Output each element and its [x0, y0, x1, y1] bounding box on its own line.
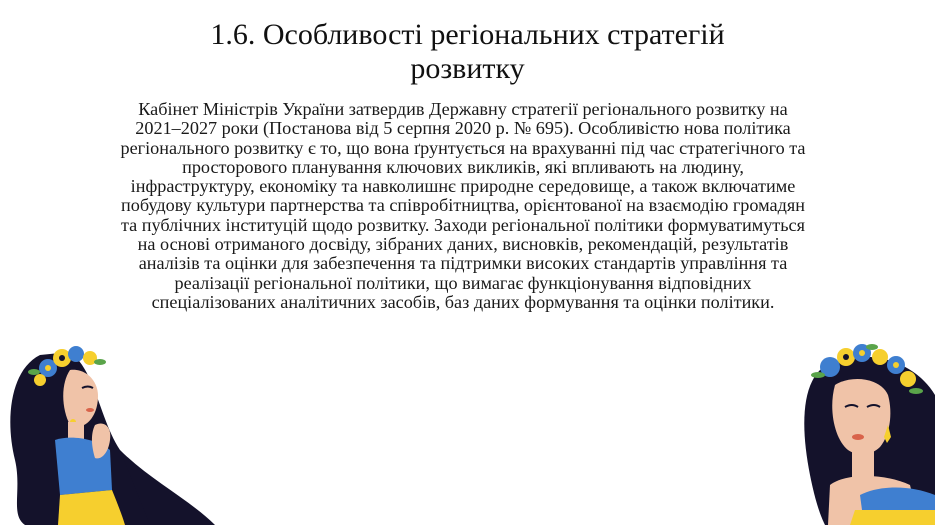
woman-with-wreath-illustration-right: [790, 335, 935, 525]
woman-with-wreath-illustration-left: [0, 330, 215, 525]
slide-title: [110, 18, 825, 86]
slide-title-line1: 1.6. Особливості регіональних стратегій: [210, 18, 725, 51]
slide-body-text: Кабінет Міністрів України затвердив Державну стратегії регіонального розвитку на 2021–2027 роки (Постанова від 5 серпня 2020 р. № 695). Особливістю нова політика регіонального розвитку є то, що вона ґрунтується на врахуванні під час стратегічного та просторового планування ключових викликів, які впливають на людину, інфраструктуру, економіку та навколишнє природне середовище, а також включатиме побудову культури партнерства та співробітництва, орієнтованої на взаємодію громадян та публічних інституцій щодо розвитку. Заходи регіональної політики формуватимуться на основі отриманого досвіду, зібраних даних, висновків, рекомендацій, результатів аналізів та оцінки для забезпечення та підтримки високих стандартів управління та реалізації регіональної політики, що вимагає функціонування відповідних спеціалізованих аналітичних засобів, баз даних формування та оцінки політики.: [120, 99, 806, 312]
slide-title-line2: розвитку: [410, 52, 525, 85]
yellow-top: [850, 510, 935, 525]
